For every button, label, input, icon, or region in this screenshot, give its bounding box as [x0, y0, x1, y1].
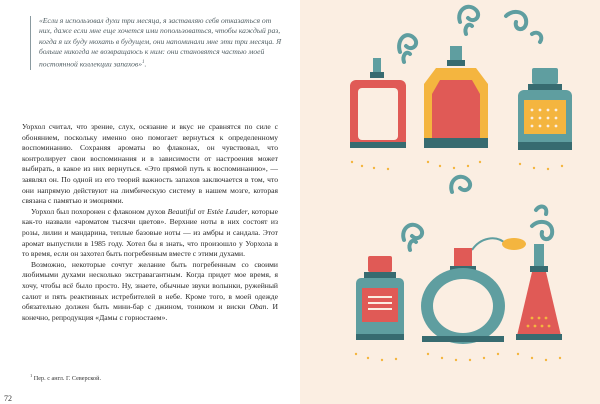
orange-dots-icon	[351, 161, 563, 170]
perfume-name: Beautiful	[167, 206, 196, 216]
teal-swirl-icon	[532, 207, 552, 240]
right-page-illustration	[300, 0, 600, 404]
quote-text: «Если я использовал духи три месяца, я заставляю себя отказаться от них, даже если мне еще хочется ими попользоваться, чтобы каждый раз, когда я их буду нюхать в будущем, они напоминали мне эти три месяца. Я больше никогда не возвращаюсь к ним: они становятся частью моей постоянной коллекции запахов»	[39, 16, 282, 69]
page-number: 72	[4, 394, 12, 403]
round-teal-atomizer-bottle-icon	[421, 238, 526, 344]
teal-yellow-bottle-icon	[518, 68, 572, 150]
teal-swirl-icon	[451, 177, 470, 192]
teal-swirl-icon	[399, 35, 416, 62]
yellow-atomizer-bottle-icon	[424, 46, 488, 148]
footnote-mark: 1	[30, 373, 33, 378]
quote-period: .	[144, 59, 147, 69]
footnote	[30, 372, 280, 383]
epigraph-quote	[30, 16, 283, 70]
paragraph-1: Уорхол считал, что зрение, слух, осязание и вкус не сравнятся по силе с обонянием, поскольку именно оно помогает вернуться к определенному воспоминанию. Сохраняя ароматы во флаконах, он чувствовал, что контролирует свои воспоминания и в зависимости от настроения может выбирать, в какое из них вернуться. «Это прямой путь к воспоминанию», — заявлял он. По одной из его теорий важность запахов заключается в том, что они напрямую действуют на лимбическую систему в нашем мозге, которая связана с памятью и эмоциями.	[22, 122, 278, 206]
whisky-name: Oban	[249, 302, 267, 312]
paragraph-3	[22, 260, 278, 324]
body-text	[22, 122, 278, 323]
paragraph-2-text-a: Уорхол был похоронен с флаконом духов	[31, 206, 168, 216]
small-red-label-bottle-icon	[356, 256, 404, 340]
teal-swirl-icon	[459, 7, 478, 34]
quote-footnote-mark: 1	[142, 59, 145, 65]
paragraph-2	[22, 207, 278, 260]
paragraph-2-text-b: от	[195, 206, 207, 216]
orange-dots-icon	[355, 353, 561, 361]
footnote-text: Пер. с англ. Г. Северской.	[33, 375, 101, 383]
paragraph-3-text-a: Возможно, некоторые сочтут желание быть погребенным со своими любимыми духами несколько экстравагантным. Когда придет мое время, я хочу, чтобы всё было просто. Ну, знаете, обычные звуки волынки, ружейный салют и пять реактивных истребителей в небе. Кроме того, в моей одежде обязательно должен быть мини-бар с джином, тоником и виски	[22, 259, 278, 312]
paragraph-2-text-c: , которые как-то назвали «ароматом тысячи цветов». Верхние ноты в них состоят из розы, лилии и мандарина, теплые базовые ноты — из амбры и сандала. Этот аромат выпустили в 1985 году. Хотел бы я знать, что произошло у Уорхола в то время, если он захотел быть погребенным вместе с этими духами.	[22, 206, 278, 259]
square-red-bottle-icon	[350, 58, 406, 148]
paragraph-3-text-b: . И конечно, репродукция «Дамы с горностаем».	[22, 302, 279, 322]
brand-name: Estée Lauder	[206, 206, 248, 216]
teal-swirl-icon	[506, 12, 541, 42]
teal-swirl-icon	[403, 225, 422, 250]
perfume-illustration	[300, 0, 600, 404]
red-cone-bottle-icon	[516, 244, 562, 340]
